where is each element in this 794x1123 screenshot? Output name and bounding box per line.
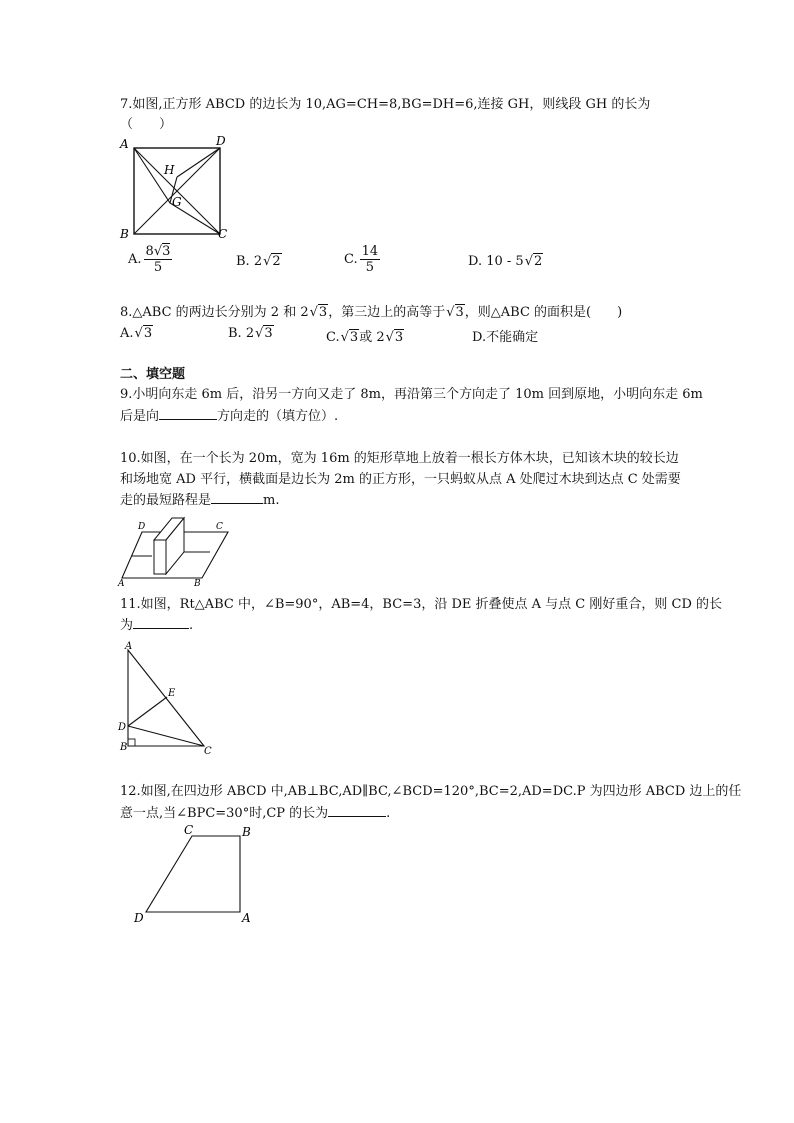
q8-stem-rad2: 3	[455, 305, 464, 320]
q7-label-G: G	[172, 195, 182, 209]
q7-option-a-rad: 3	[162, 244, 171, 259]
q11-line2-part1: 为	[120, 618, 134, 633]
q12-label-A: A	[242, 911, 251, 925]
q11-label-A: A	[125, 641, 133, 652]
q10-line3	[120, 492, 279, 510]
q8-option-b-label: B. 2	[228, 326, 255, 341]
q8-option-c-label: C.	[326, 330, 340, 345]
q8-stem-rad1: 3	[318, 305, 328, 320]
q8-stem-part3: ，则△ABC 的面积是( )	[464, 305, 623, 320]
q10-line3-part1: 走的最短路程是	[120, 493, 212, 508]
q8-option-c-rad1: 3	[349, 330, 359, 345]
q7-answer-paren: （ ）	[120, 117, 173, 132]
q7-option-c-fraction	[360, 244, 381, 275]
q7-stem: 7.如图,正方形 ABCD 的边长为 10,AG=CH=8,BG=DH=6,连接 GH，则线段 GH 的长为	[120, 97, 651, 112]
q9-line2-part1: 后是向	[120, 409, 160, 424]
q7-option-a-num: 8	[145, 244, 154, 259]
q7-option-c	[344, 244, 380, 275]
q10-label-B: B	[194, 579, 201, 589]
q7-label-B: B	[120, 227, 129, 241]
q8-option-d: D.不能确定	[472, 330, 539, 345]
q11-label-C: C	[204, 746, 212, 757]
q7-option-a	[128, 244, 172, 275]
q10-line2: 和场地宽 AD 平行，横截面是边长为 2m 的正方形，一只蚂蚁从点 A 处爬过木块到达点 C 处需要	[120, 472, 681, 487]
q8-option-a-label: A.	[120, 326, 134, 341]
q12-label-C: C	[184, 823, 194, 837]
q11-line2-part2: .	[189, 618, 194, 633]
q7-option-a-den: 5	[153, 260, 163, 275]
q11-label-E: E	[168, 688, 176, 699]
q7-label-H: H	[164, 163, 175, 177]
q7-label-A: A	[120, 137, 129, 151]
q12-answer-blank[interactable]	[328, 816, 386, 817]
q9-answer-blank[interactable]	[159, 419, 217, 420]
q8-stem: 8.△ABC 的两边长分别为 2 和 2√3，第三边上的高等于√3，则△ABC 的面积是( )	[120, 305, 623, 320]
q7-option-d-rad: 2	[534, 254, 543, 269]
q7-label-C: C	[218, 227, 228, 241]
q8-option-b: B. 2√3	[228, 326, 273, 341]
q7-option-a-fraction: $\frac{8√3}{5}$	[145, 244, 171, 275]
q9-line1: 9.小明向东走 6m 后，沿另一方向又走了 8m，再沿第三个方向走了 10m 回到原地，小明向东走 6m	[120, 387, 703, 402]
q10-answer-blank[interactable]	[211, 503, 263, 504]
q8-option-b-rad: 3	[264, 326, 273, 341]
q10-label-A: A	[118, 579, 125, 589]
q9-line2	[120, 408, 338, 426]
q12-line2-part1: 意一点,当∠BPC=30°时,CP 的长为	[120, 806, 329, 821]
q8-option-c: C.√3或 2√3	[326, 330, 404, 345]
q12-label-B: B	[242, 825, 251, 839]
q11-figure-triangle	[118, 640, 218, 758]
q11-line2	[120, 617, 193, 635]
q7-option-b-label: B. 2	[236, 254, 263, 269]
q7-option-c-label: C.	[344, 252, 358, 267]
q12-line1: 12.如图,在四边形 ABCD 中,AB⊥BC,AD∥BC,∠BCD=120°,BC=2,AD=DC.P 为四边形 ABCD 边上的任	[120, 784, 742, 799]
q10-line1: 10.如图，在一个长为 20m，宽为 16m 的矩形草地上放着一根长方体木块，已知该木块的较长边	[120, 451, 679, 466]
q10-label-C: C	[216, 522, 223, 532]
q12-figure-quadrilateral	[130, 822, 260, 926]
q12-line2-part2: .	[386, 806, 391, 821]
q10-line3-part2: m.	[263, 493, 280, 508]
q11-label-B: B	[120, 742, 128, 753]
section-fill-in-title: 二、填空题	[120, 367, 186, 382]
q11-answer-blank[interactable]	[133, 628, 189, 629]
q8-option-a-rad: 3	[143, 326, 153, 341]
q7-option-c-num: 14	[361, 244, 379, 259]
q9-line2-part2: 方向走的（填方位）.	[217, 409, 339, 424]
q8-option-a: A.√3	[120, 326, 153, 341]
q11-line1: 11.如图，Rt△ABC 中，∠B=90°，AB=4，BC=3，沿 DE 折叠使点 A 与点 C 刚好重合，则 CD 的长	[120, 597, 723, 612]
q7-option-d-label: D. 10 - 5	[468, 254, 524, 269]
q10-figure-lawn	[118, 516, 228, 588]
q7-label-D: D	[216, 134, 226, 148]
q8-option-c-mid: 或 2	[359, 330, 385, 345]
q12-line2	[120, 805, 390, 823]
q7-option-a-label: A.	[128, 252, 142, 267]
q7-figure-square	[118, 136, 238, 242]
q7-option-b-rad: 2	[272, 254, 281, 269]
q8-option-c-rad2: 3	[394, 330, 404, 345]
q8-stem-part2: ，第三边上的高等于	[328, 305, 446, 320]
q7-option-c-den: 5	[365, 260, 375, 275]
q8-stem-part1: 8.△ABC 的两边长分别为 2 和 2	[120, 305, 309, 320]
q7-option-d: D. 10 - 5√2	[468, 254, 543, 269]
q10-label-D: D	[138, 522, 146, 532]
q11-label-D: D	[118, 722, 127, 733]
q7-option-b: B. 2√2	[236, 254, 281, 269]
q12-label-D: D	[134, 911, 144, 925]
